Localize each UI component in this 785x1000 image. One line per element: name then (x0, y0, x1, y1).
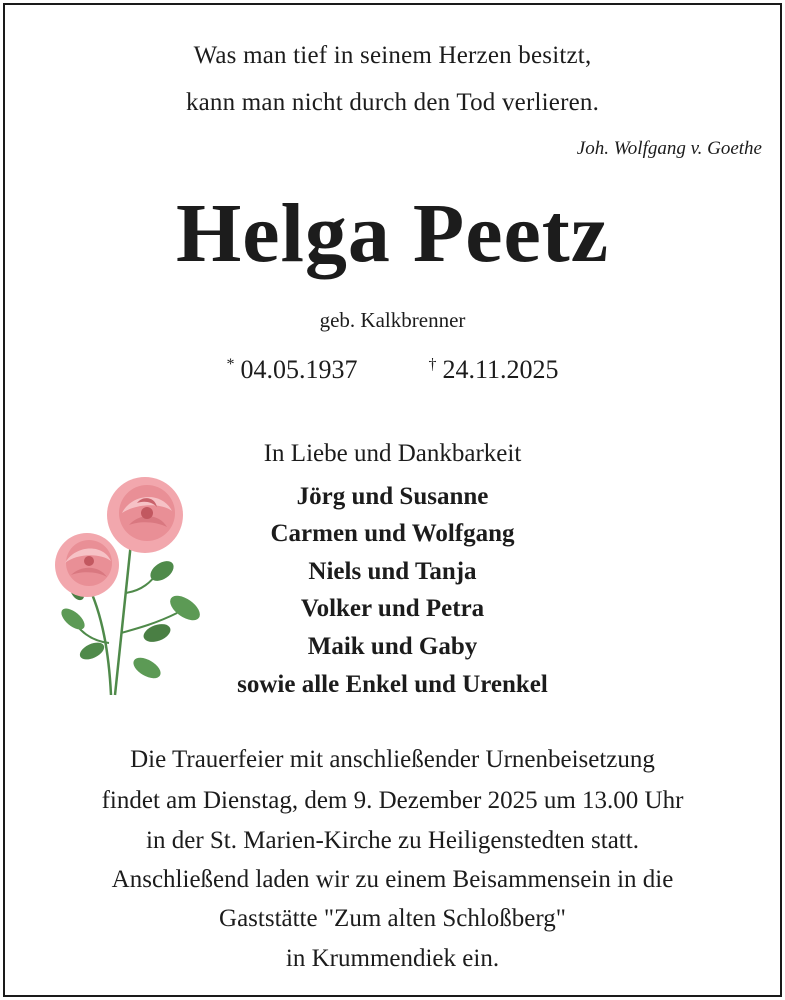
quote-author: Joh. Wolfgang v. Goethe (576, 138, 762, 159)
quote-line-1: Was man tief in seinem Herzen besitzt, (193, 42, 592, 69)
birth-date: 04.05.1937 (240, 355, 358, 384)
ceremony-line: findet am Dienstag, dem 9. Dezember 2025 um 13.00 Uhr (101, 787, 684, 814)
mourner-line: Jörg und Susanne (296, 483, 489, 510)
mourners-intro: In Liebe und Dankbarkeit (263, 440, 522, 467)
mourner-line: Carmen und Wolfgang (270, 520, 515, 547)
mourner-line: Maik und Gaby (307, 633, 478, 660)
ceremony-line: in Krummendiek ein. (285, 945, 500, 972)
ceremony-line: Gaststätte "Zum alten Schloßberg" (219, 905, 566, 932)
rose-illustration-icon (47, 473, 202, 698)
mourner-line: Niels und Tanja (308, 558, 477, 585)
obituary-notice (3, 3, 782, 997)
maiden-name: geb. Kalkbrenner (319, 308, 466, 332)
birth-symbol: * (226, 356, 235, 373)
ceremony-line: Anschließend laden wir zu einem Beisammensein in die (111, 866, 674, 893)
ceremony-line: Die Trauerfeier mit anschließender Urnenbeisetzung (130, 746, 655, 773)
mourner-line: sowie alle Enkel und Urenkel (237, 671, 548, 698)
quote-line-2: kann man nicht durch den Tod verlieren. (185, 89, 600, 116)
life-dates (5, 355, 780, 385)
ceremony-line: in der St. Marien-Kirche zu Heiligenstedten statt. (146, 827, 639, 854)
death-date: 24.11.2025 (442, 355, 559, 384)
mourner-line: Volker und Petra (300, 595, 485, 622)
deceased-name: Helga Peetz (175, 187, 610, 280)
death-symbol: † (428, 356, 437, 373)
